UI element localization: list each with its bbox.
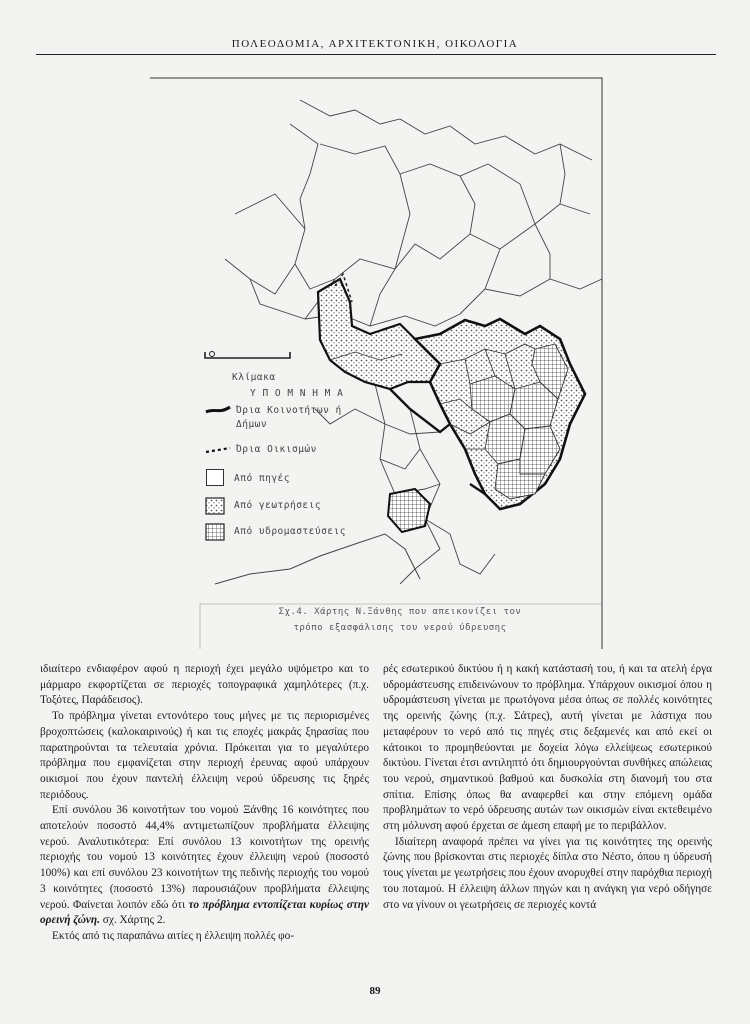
- caption-line-1: Σχ.4. Χάρτης Ν.Ξάνθης που απεικονίζει τον: [278, 607, 522, 617]
- paragraph: [40, 803, 369, 929]
- paragraph: Εκτός από τις παραπάνω αιτίες η έλλειψη πολλές φο-: [52, 929, 295, 942]
- running-header: ΠΟΛΕΟΔΟΜΙΑ, ΑΡΧΙΤΕΚΤΟΝΙΚΗ, ΟΙΚΟΛΟΓΙΑ: [231, 38, 519, 50]
- paragraph: Το πρόβλημα γίνεται εντονότερο τους μήνες με τις περιορισμένες βροχοπτώσεις (καλοκαιρινούς) ή και τις εποχές μακράς ξηρασίας που παρατηρούνται τα τελευταία χρόνια. Πρόκειται για το μεγαλύτερο πρόβλημα που εμφανίζεται στην περιοχή έρευνας αφού υπάρχουν οικισμοί που έχουν παντελή έλλειψη νερού ύδρευσης τις ξηρές περιόδους.: [40, 710, 369, 801]
- paragraph-text: Επί συνόλου 36 κοινοτήτων του νομού Ξάνθης 16 κοινότητες που αποτελούν ποσοστό 44,4% αντιμετωπίζουν προβλήματα έλλειψης νερού. Αναλυτικότερα: Επί συνόλου 13 κοινοτήτων της ορεινής περιοχής του νομού 13 κοινότητες έχουν έλλειψη νερού (ποσοστό 100%) και επί συνόλου 23 κοινοτήτων της πεδινής περιοχής του νομού 3 κοινότητες (ποσοστό 13%) παρουσιάζουν προβλήματα έλλειψης νερού. Φαίνεται λοιπόν εδώ ότι: [40, 804, 369, 911]
- legend-springs: Από πηγές: [234, 473, 290, 484]
- paragraph: ιδιαίτερο ενδιαφέρον αφού η περιοχή έχει μεγάλο υψόμετρο και το μάρμαρο εκφορτίζεται σε περιοχές τοπογραφικά χαμηλότερες (π.χ. Τοξότες, Παράδεισος).: [40, 663, 369, 707]
- figure-caption: [240, 604, 560, 636]
- scale-label: Κλίμακα: [232, 372, 276, 383]
- page-number: 89: [369, 985, 381, 997]
- paragraph: ρές εσωτερικού δικτύου ή η κακή κατάστασή του, ή και τα ατελή έργα υδρομάστευσης επιδεινώνουν το πρόβλημα. Υπάρχουν οικισμοί όπου η υδρομάστευση γίνεται με πρωτόγονα μέσα όπως σε πολλές κοινότητες της ορεινής ζώνης (π.χ. Σάτρες), αυτή γίνεται με λάστιχα που μεταφέρουν το νερό από τις πηγές στις δεξαμενές και από εκεί οι κάτοικοι το προμηθεύονται με δοχεία λόγω ελλείψεως εσωτερικού δικτύου. Γίνεται έτσι αντιληπτό ότι δημιουργούνται συνθήκες απώλειας του νερού, σημαντικού βαθμού και δυσκολία στη διανομή του στα σπίτια. Επίσης όπως θα αναφερθεί και στην επόμενη ομάδα προβλημάτων το νερό ύδρευσης αυτών των οικισμών είναι εκτεθειμένο στη μόλυνση αφού έρχεται σε άμεση επαφή με το περιβάλλον.: [383, 663, 712, 833]
- legend-commune-borders: Όρια Κοινοτήτων ή Δήμων: [236, 405, 342, 430]
- left-column: [40, 662, 369, 945]
- legend-springs-box: [206, 469, 224, 486]
- legend-title: Υ Π Ο Μ Ν Η Μ Α: [250, 388, 344, 399]
- legend-catchment: Από υδρομαστεύσεις: [234, 526, 346, 537]
- figure-reference: σχ. Χάρτης 2.: [102, 914, 166, 927]
- header-rule: [36, 54, 716, 55]
- emphasis-text: το πρόβλημα εντοπίζεται κυρίως στην ορεινή ζώνη.: [40, 898, 370, 927]
- caption-line-2: τρόπο εξασφάλισης του νερού ύδρευσης: [293, 623, 507, 633]
- map-figure: [140, 64, 630, 649]
- paragraph: Ιδιαίτερη αναφορά πρέπει να γίνει για τις κοινότητες της ορεινής ζώνης που βρίσκονται στις περιοχές δίπλα στο Νέστο, όπου η ύδρευσή τους γίνεται με γεωτρήσεις που έχουν ανορυχθεί στην παρόχθια περιοχή του ποταμού. Η έλλειψη άλλων πηγών και η ανάγκη για νερό οδήγησε στο να γίνουν οι γεωτρήσεις σε περιοχές κοντά: [383, 835, 712, 911]
- right-column: [383, 662, 712, 913]
- legend-settlement-borders: Όρια Οικισμών: [236, 444, 317, 455]
- legend-boreholes: Από γεωτρήσεις: [234, 500, 322, 511]
- xanthi-map: [140, 64, 630, 649]
